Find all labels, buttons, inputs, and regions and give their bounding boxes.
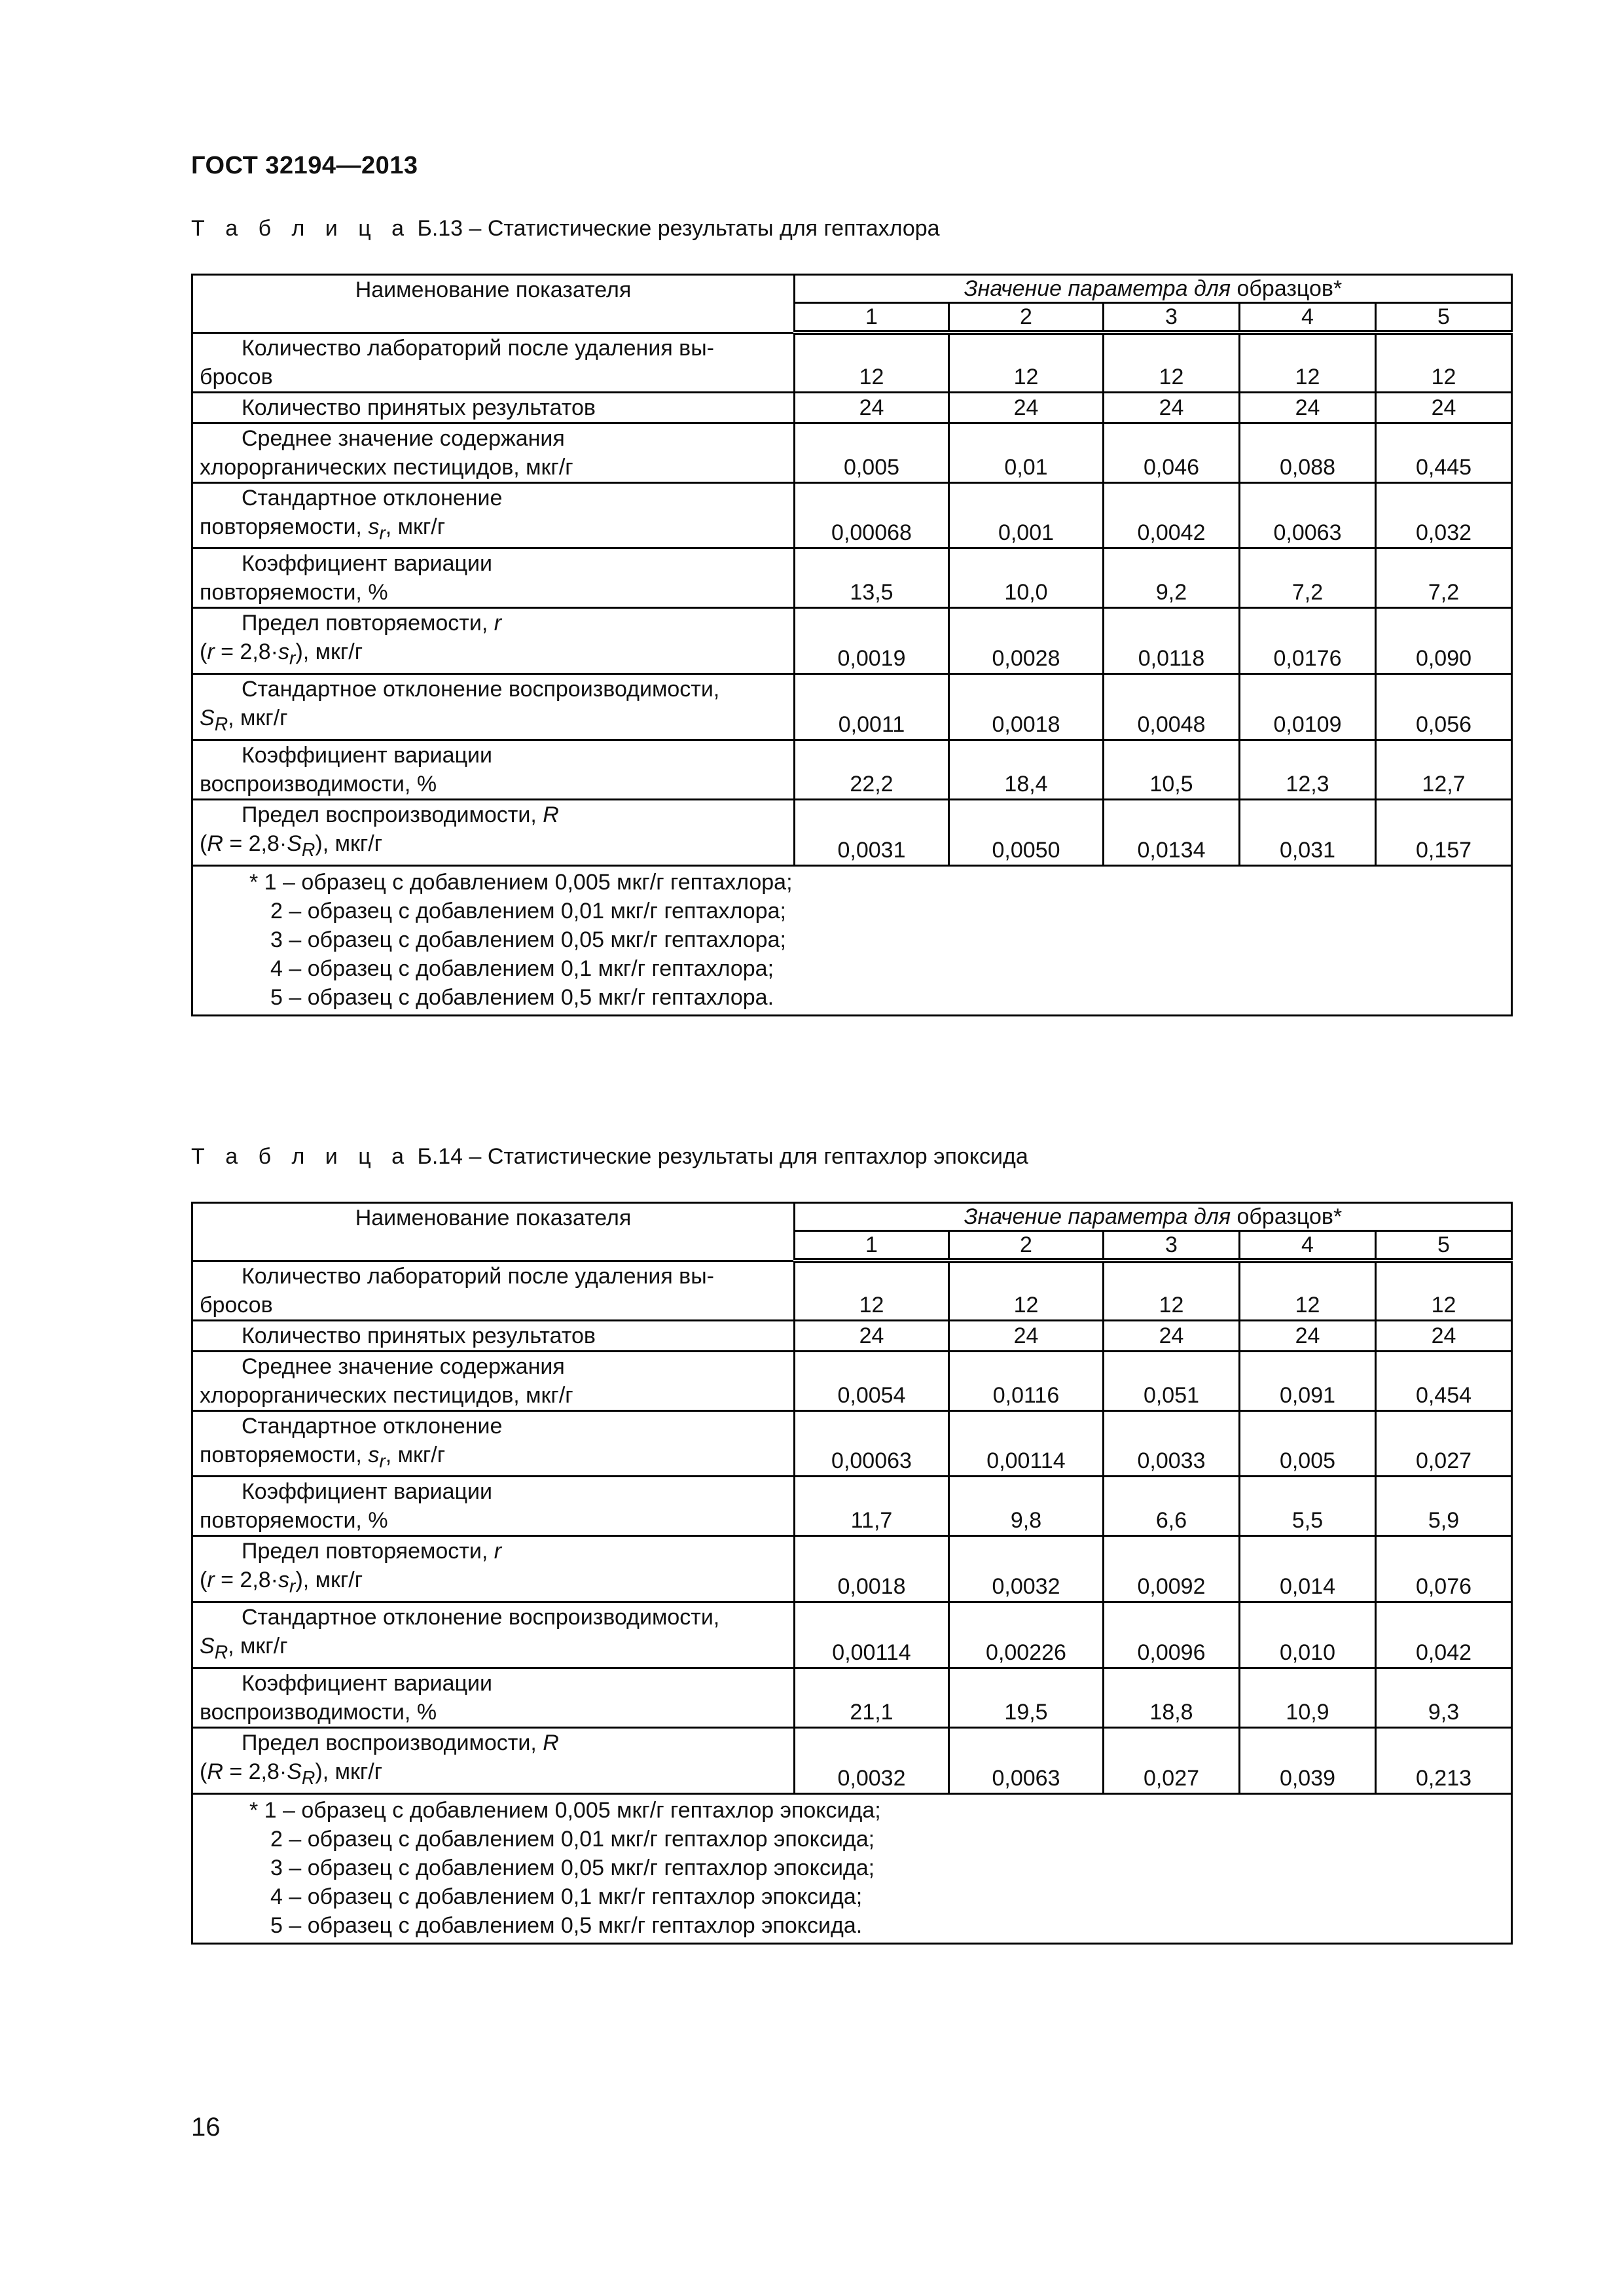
symbol-subscript: r [379,1450,386,1472]
table-row [192,1320,1512,1351]
cell-value: 0,056 [1376,674,1512,740]
table-14-col-span-header [795,1203,1512,1231]
row-label [192,392,795,423]
table-row [192,1351,1512,1410]
footnote-line: 2 – образец с добавлением 0,01 мкг/г гептахлор эпоксида; [270,1826,875,1852]
row-label-line1 [200,1729,787,1757]
table-13-col-span-header-tail: образцов* [1231,276,1343,301]
row-label-text: повторяемости, [200,1442,369,1467]
cell-value: 0,00063 [795,1410,949,1477]
cell-value: 10,0 [949,548,1104,608]
cell-value: 24 [795,1320,949,1351]
footnote-line: 5 – образец с добавлением 0,5 мкг/г гептахлора. [270,984,774,1010]
cell-value: 0,027 [1376,1410,1512,1477]
row-label-line2 [200,1442,446,1472]
row-label [192,799,795,865]
symbol-italic: R [207,831,223,856]
row-label-line1 [200,609,787,637]
table-row [192,1410,1512,1477]
table-row [192,799,1512,865]
symbol-italic: r [494,1539,502,1564]
row-label-line1 [200,800,787,829]
cell-value: 12,7 [1376,740,1512,799]
cell-value: 0,0134 [1104,799,1240,865]
row-label-line2: хлорорганических пестицидов, мкг/г [200,454,573,480]
cell-value: 0,0042 [1104,482,1240,548]
row-label-line1: Коэффициент вариации [242,551,493,577]
symbol-italic: s [368,1442,380,1467]
cell-value: 0,0092 [1104,1536,1240,1602]
row-label-line2: воспроизводимости, % [200,771,437,797]
cell-value: 5,5 [1240,1477,1376,1536]
row-label-text: ( [200,1568,208,1593]
footnote-line: * 1 – образец с добавлением 0,005 мкг/г гептахлора; [249,869,793,895]
row-label-text: Предел повторяемости, [242,611,494,636]
row-label-line1: Стандартное отклонение [242,485,503,511]
footnote-line: 3 – образец с добавлением 0,05 мкг/г гептахлор эпоксида; [270,1855,875,1880]
cell-value: 0,090 [1376,608,1512,674]
row-label-text: Предел воспроизводимости, [242,802,543,827]
table-14-index-3: 3 [1104,1231,1240,1261]
table-13-caption-word: Т а б л и ц а [191,216,412,241]
row-label-line1: Среднее значение содержания [242,425,565,451]
row-label-line1: Количество лабораторий после удаления вы- [242,1263,715,1289]
cell-value: 12 [1240,1261,1376,1320]
cell-value: 13,5 [795,548,949,608]
cell-value: 12 [1376,1261,1512,1320]
cell-value: 18,4 [949,740,1104,799]
cell-value: 0,0050 [949,799,1104,865]
row-label [192,608,795,674]
cell-value: 11,7 [795,1477,949,1536]
symbol-italic: S [200,1634,215,1659]
row-label-text: ( [200,831,208,856]
cell-value: 0,454 [1376,1351,1512,1410]
row-label-line2 [200,706,288,735]
row-label-text: ), мкг/г [315,1759,383,1784]
row-label-line1: Стандартное отклонение воспроизводимости, [242,677,720,702]
cell-value: 0,00114 [795,1602,949,1668]
cell-value: 12 [795,1261,949,1320]
row-label-text: = 2,8· [223,831,287,856]
table-14-grid [191,1202,1513,1945]
table-row [192,392,1512,423]
cell-value: 0,0118 [1104,608,1240,674]
row-label [192,1602,795,1668]
cell-value: 24 [1104,1320,1240,1351]
table-14-caption-text: Б.14 – Статистические результаты для гептахлор эпоксида [417,1144,1028,1169]
row-label-line2 [200,1568,363,1598]
cell-value: 0,051 [1104,1351,1240,1410]
row-label-line1: Стандартное отклонение воспроизводимости, [242,1605,720,1630]
cell-value: 0,00226 [949,1602,1104,1668]
row-label-line1 [200,1537,787,1566]
cell-value: 0,042 [1376,1602,1512,1668]
row-label-text: ), мкг/г [315,831,383,856]
row-label-text: = 2,8· [214,1568,278,1593]
table-row [192,1477,1512,1536]
cell-value: 0,01 [949,423,1104,482]
table-row [192,1536,1512,1602]
row-label [192,674,795,740]
row-label-text: ( [200,639,208,665]
cell-value: 12 [1376,332,1512,392]
cell-value: 0,046 [1104,423,1240,482]
cell-value: 5,9 [1376,1477,1512,1536]
cell-value: 0,0032 [949,1536,1104,1602]
cell-value: 0,0109 [1240,674,1376,740]
symbol-subscript: R [214,1641,228,1663]
table-row [192,548,1512,608]
table-14-footnote [192,1793,1512,1943]
cell-value: 24 [1104,392,1240,423]
table-13-index-2: 2 [949,303,1104,333]
cell-value: 6,6 [1104,1477,1240,1536]
cell-value: 0,010 [1240,1602,1376,1668]
cell-value: 0,213 [1376,1727,1512,1793]
cell-value: 0,088 [1240,423,1376,482]
table-row [192,740,1512,799]
cell-value: 12 [1104,1261,1240,1320]
table-row [192,608,1512,674]
row-label-line2 [200,1759,383,1789]
cell-value: 0,0176 [1240,608,1376,674]
table-14 [191,1202,1511,1945]
cell-value: 0,039 [1240,1727,1376,1793]
cell-value: 0,0011 [795,674,949,740]
row-label [192,482,795,548]
row-label-text: , мкг/г [385,1442,446,1467]
cell-value: 7,2 [1240,548,1376,608]
table-row [192,1668,1512,1727]
table-13-caption-text: Б.13 – Статистические результаты для гептахлора [417,216,940,241]
symbol-italic: R [543,802,559,827]
row-label-text: = 2,8· [214,639,278,665]
row-label [192,1477,795,1536]
cell-value: 0,0028 [949,608,1104,674]
cell-value: 24 [1240,392,1376,423]
cell-value: 0,032 [1376,482,1512,548]
cell-value: 18,8 [1104,1668,1240,1727]
table-14-index-4: 4 [1240,1231,1376,1261]
row-label-line2: воспроизводимости, % [200,1699,437,1725]
row-label [192,1320,795,1351]
cell-value: 0,005 [1240,1410,1376,1477]
table-13-index-3: 3 [1104,303,1240,333]
symbol-italic: s [278,1568,289,1593]
row-label-line1: Количество лабораторий после удаления вы- [242,335,715,361]
row-label-text: ( [200,1759,208,1784]
table-14-col-span-header-italic: Значение параметра для [964,1204,1231,1229]
row-label-text: повторяемости, [200,514,369,539]
cell-value: 0,031 [1240,799,1376,865]
cell-value: 10,9 [1240,1668,1376,1727]
cell-value: 9,8 [949,1477,1104,1536]
table-14-index-2: 2 [949,1231,1104,1261]
cell-value: 24 [949,1320,1104,1351]
symbol-italic: r [207,639,215,665]
symbol-subscript: r [379,522,386,544]
table-13-index-5: 5 [1376,303,1512,333]
table-14-caption-word: Т а б л и ц а [191,1144,412,1169]
row-label [192,548,795,608]
table-13-footnote [192,865,1512,1015]
row-label-text: = 2,8· [223,1759,287,1784]
row-label-line1: Количество принятых результатов [242,1323,596,1348]
footnote-line: 4 – образец с добавлением 0,1 мкг/г гептахлора; [270,956,774,981]
table-13-header-row [192,275,1512,303]
cell-value: 0,00068 [795,482,949,548]
table-row [192,1261,1512,1320]
row-label [192,1727,795,1793]
row-label-line2: повторяемости, % [200,1508,388,1534]
cell-value: 0,0018 [795,1536,949,1602]
table-13-col-name-header: Наименование показателя [192,275,795,333]
row-label [192,1410,795,1477]
cell-value: 0,0063 [1240,482,1376,548]
cell-value: 9,2 [1104,548,1240,608]
cell-value: 12 [795,332,949,392]
footnote-line: 4 – образец с добавлением 0,1 мкг/г гептахлор эпоксида; [270,1884,863,1909]
table-row [192,423,1512,482]
table-14-footnote-row [192,1793,1512,1943]
row-label-line2 [200,1634,288,1663]
row-label-text: ), мкг/г [295,639,363,665]
cell-value: 24 [1376,1320,1512,1351]
row-label [192,1261,795,1320]
table-13-index-4: 4 [1240,303,1376,333]
row-label [192,332,795,392]
symbol-italic: r [494,611,502,636]
row-label-text: Предел повторяемости, [242,1539,494,1564]
table-14-col-span-header-tail: образцов* [1231,1204,1343,1229]
row-label-line1: Коэффициент вариации [242,1670,493,1696]
table-14-caption [191,1144,1028,1170]
footnote-line: 5 – образец с добавлением 0,5 мкг/г гептахлор эпоксида. [270,1912,863,1938]
cell-value: 12 [949,332,1104,392]
cell-value: 0,027 [1104,1727,1240,1793]
cell-value: 0,001 [949,482,1104,548]
table-13-index-1: 1 [795,303,949,333]
row-label-line2: повторяемости, % [200,580,388,605]
table-13-footnote-row [192,865,1512,1015]
footnote-line: 3 – образец с добавлением 0,05 мкг/г гептахлора; [270,927,786,952]
cell-value: 0,0018 [949,674,1104,740]
cell-value: 0,014 [1240,1536,1376,1602]
symbol-italic: S [200,706,215,731]
table-row [192,482,1512,548]
row-label-line1: Количество принятых результатов [242,395,596,420]
cell-value: 12 [949,1261,1104,1320]
row-label-text: ), мкг/г [295,1568,363,1593]
table-row [192,674,1512,740]
cell-value: 0,076 [1376,1536,1512,1602]
cell-value: 7,2 [1376,548,1512,608]
row-label-text: Предел воспроизводимости, [242,1730,543,1755]
cell-value: 0,00114 [949,1410,1104,1477]
row-label-line2 [200,514,446,544]
row-label-line2 [200,831,383,861]
table-13-col-span-header-italic: Значение параметра для [964,276,1231,301]
symbol-subscript: r [289,648,296,670]
row-label-text: , мкг/г [228,1634,288,1659]
cell-value: 0,091 [1240,1351,1376,1410]
cell-value: 0,0032 [795,1727,949,1793]
row-label-text: , мкг/г [228,706,288,731]
cell-value: 22,2 [795,740,949,799]
table-13-grid [191,274,1513,1016]
cell-value: 12 [1240,332,1376,392]
row-label-line1: Коэффициент вариации [242,742,493,768]
row-label-line2: хлорорганических пестицидов, мкг/г [200,1382,573,1408]
page-number: 16 [191,2113,221,2142]
symbol-italic: s [368,514,380,539]
cell-value: 24 [949,392,1104,423]
table-row [192,1727,1512,1793]
symbol-italic: R [543,1730,559,1755]
table-13-caption [191,216,940,242]
row-label-line2: бросов [200,364,273,389]
document-code: ГОСТ 32194—2013 [191,152,418,179]
cell-value: 0,0019 [795,608,949,674]
row-label-line2 [200,639,363,670]
cell-value: 0,0033 [1104,1410,1240,1477]
footnote-line: * 1 – образец с добавлением 0,005 мкг/г гептахлор эпоксида; [249,1797,881,1823]
row-label-line2: бросов [200,1292,273,1318]
symbol-italic: S [287,1759,302,1784]
table-14-col-name-header: Наименование показателя [192,1203,795,1261]
symbol-italic: S [287,831,302,856]
cell-value: 0,005 [795,423,949,482]
row-label-line1: Стандартное отклонение [242,1413,503,1439]
cell-value: 24 [1240,1320,1376,1351]
row-label [192,423,795,482]
table-13-col-span-header [795,275,1512,303]
row-label-text: , мкг/г [385,514,446,539]
cell-value: 0,0031 [795,799,949,865]
symbol-subscript: R [301,839,316,861]
cell-value: 21,1 [795,1668,949,1727]
cell-value: 0,0096 [1104,1602,1240,1668]
row-label [192,1668,795,1727]
footnote-line: 2 – образец с добавлением 0,01 мкг/г гептахлора; [270,898,786,924]
row-label-line1: Среднее значение содержания [242,1354,565,1379]
cell-value: 0,0116 [949,1351,1104,1410]
cell-value: 0,157 [1376,799,1512,865]
symbol-subscript: R [214,713,228,735]
cell-value: 0,445 [1376,423,1512,482]
cell-value: 10,5 [1104,740,1240,799]
table-14-header-row [192,1203,1512,1231]
symbol-subscript: R [301,1767,316,1789]
symbol-subscript: r [289,1576,296,1598]
row-label [192,740,795,799]
symbol-italic: s [278,639,289,665]
table-14-index-1: 1 [795,1231,949,1261]
cell-value: 9,3 [1376,1668,1512,1727]
symbol-italic: r [207,1568,215,1593]
table-14-index-5: 5 [1376,1231,1512,1261]
table-row [192,332,1512,392]
table-row [192,1602,1512,1668]
cell-value: 12,3 [1240,740,1376,799]
cell-value: 24 [1376,392,1512,423]
cell-value: 0,0054 [795,1351,949,1410]
cell-value: 24 [795,392,949,423]
cell-value: 0,0063 [949,1727,1104,1793]
cell-value: 0,0048 [1104,674,1240,740]
cell-value: 12 [1104,332,1240,392]
row-label [192,1351,795,1410]
row-label-line1: Коэффициент вариации [242,1479,493,1505]
symbol-italic: R [207,1759,223,1784]
row-label [192,1536,795,1602]
cell-value: 19,5 [949,1668,1104,1727]
table-13 [191,274,1511,1016]
